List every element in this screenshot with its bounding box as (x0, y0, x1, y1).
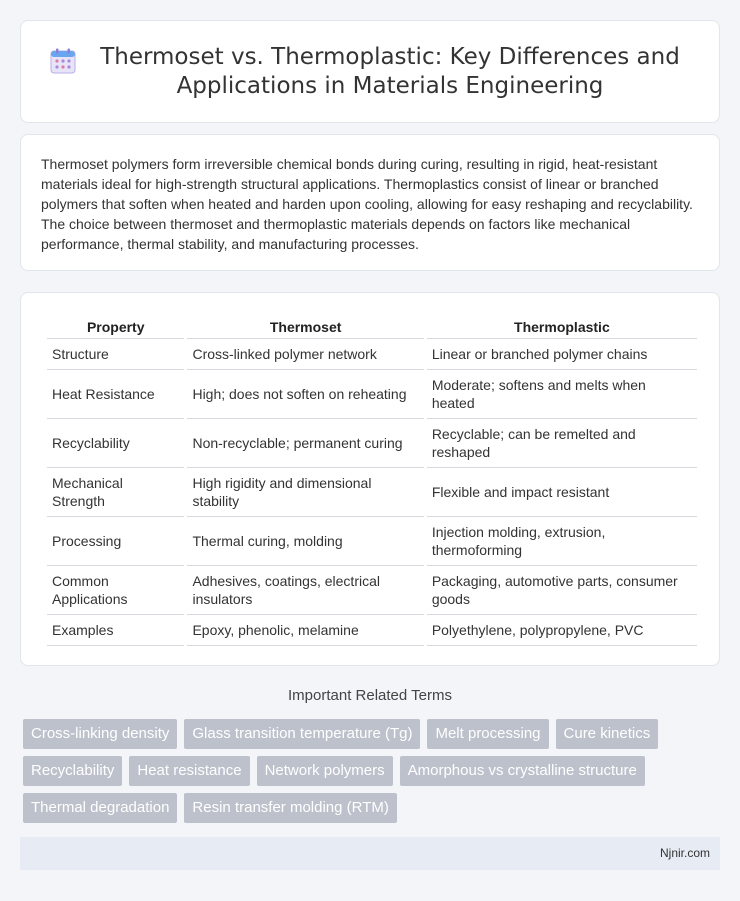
term-tag[interactable]: Recyclability (23, 756, 122, 786)
table-cell-property: Examples (47, 615, 184, 646)
related-terms-heading: Important Related Terms (288, 687, 452, 704)
footer (20, 837, 720, 870)
table-cell-thermoset: Cross-linked polymer network (187, 339, 423, 370)
term-tag[interactable]: Amorphous vs crystalline structure (400, 756, 645, 786)
table-row (47, 419, 697, 468)
term-tag[interactable]: Heat resistance (129, 756, 249, 786)
header-property: Property (47, 313, 184, 339)
table-row (47, 517, 697, 566)
table-row (47, 370, 697, 419)
intro-paragraph: Thermoset polymers form irreversible chemical bonds during curing, resulting in rigid, heat-resistant materials ideal for high-strength structural applications. Thermoplastics consist of linear or branched polymers that soften when heated and harden upon cooling, allowing for easy reshaping and recyclability. The choice between thermoset and thermoplastic materials depends on factors like mechanical performance, thermal stability, and manufacturing processes. (41, 156, 693, 252)
table-cell-thermoplastic: Moderate; softens and melts when heated (427, 370, 697, 419)
calendar-icon (50, 48, 76, 74)
term-tag[interactable]: Cross-linking density (23, 719, 177, 749)
table-cell-thermoset: Adhesives, coatings, electrical insulators (187, 566, 423, 615)
title-row (50, 43, 690, 101)
table-cell-property: Recyclability (47, 419, 184, 468)
comparison-card (20, 292, 720, 666)
table-cell-thermoplastic: Injection molding, extrusion, thermoforming (427, 517, 697, 566)
table-cell-property: Heat Resistance (47, 370, 184, 419)
table-cell-thermoset: Non-recyclable; permanent curing (187, 419, 423, 468)
term-tag[interactable]: Thermal degradation (23, 793, 177, 823)
table-cell-thermoplastic: Packaging, automotive parts, consumer goods (427, 566, 697, 615)
table-cell-property: Structure (47, 339, 184, 370)
footer-site-link[interactable]: Njnir.com (659, 846, 710, 860)
term-tag[interactable]: Resin transfer molding (RTM) (184, 793, 396, 823)
term-tag[interactable]: Glass transition temperature (Tg) (184, 719, 420, 749)
table-cell-thermoplastic: Recyclable; can be remelted and reshaped (427, 419, 697, 468)
table-cell-thermoplastic: Linear or branched polymer chains (427, 339, 697, 370)
table-row (47, 566, 697, 615)
term-tag[interactable]: Cure kinetics (556, 719, 659, 749)
header-thermoset: Thermoset (187, 313, 423, 339)
table-row (47, 339, 697, 370)
table-row (47, 468, 697, 517)
table-header-row (47, 313, 697, 339)
table-cell-thermoset: Thermal curing, molding (187, 517, 423, 566)
term-tag[interactable]: Network polymers (257, 756, 393, 786)
table-row (47, 615, 697, 646)
table-cell-thermoset: Epoxy, phenolic, melamine (187, 615, 423, 646)
header-thermoplastic: Thermoplastic (427, 313, 697, 339)
comparison-table (44, 313, 700, 646)
table-cell-thermoset: High rigidity and dimensional stability (187, 468, 423, 517)
term-tag[interactable]: Melt processing (427, 719, 548, 749)
table-cell-property: Mechanical Strength (47, 468, 184, 517)
table-cell-property: Processing (47, 517, 184, 566)
intro-card (20, 134, 720, 271)
table-cell-property: Common Applications (47, 566, 184, 615)
title-card (20, 20, 720, 123)
table-cell-thermoplastic: Polyethylene, polypropylene, PVC (427, 615, 697, 646)
page-title: Thermoset vs. Thermoplastic: Key Differences and Applications in Materials Engineering (100, 43, 680, 99)
related-terms-list (23, 719, 723, 830)
table-cell-thermoset: High; does not soften on reheating (187, 370, 423, 419)
table-cell-thermoplastic: Flexible and impact resistant (427, 468, 697, 517)
